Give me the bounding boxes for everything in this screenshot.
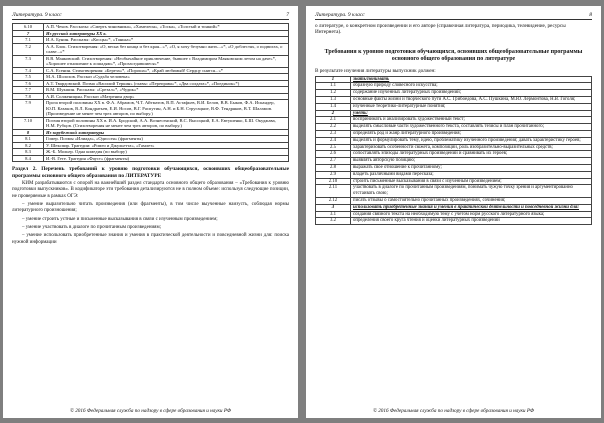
content-row-text: Из зарубежной литературы xyxy=(44,129,289,136)
content-row xyxy=(13,55,289,67)
content-row-text: М.А. Шолохов. Рассказ «Судьба человека» xyxy=(44,74,289,81)
requirement-row xyxy=(316,204,592,211)
content-row-text: У. Шекспир. Трагедии: «Ромео и Джульетта», «Гамлет» xyxy=(44,142,289,149)
content-row-code: 7.9 xyxy=(13,100,44,118)
content-row-code: 7.1 xyxy=(13,37,44,44)
requirement-row-text: использовать приобретенные знания и умения в практической деятельности и повседневной жизни для: xyxy=(351,204,592,211)
left-page xyxy=(3,6,298,418)
requirement-row-text: писать отзывы о самостоятельно прочитанных произведениях, сочинения; xyxy=(351,197,592,204)
content-row-text: В.В. Маяковский. Стихотворения: «Необычайное приключение, бывшее с Владимиром Маяковским летом на даче»*, «Хорошее отношение к лошадям»*, «Прозаседавшиеся»* xyxy=(44,55,289,67)
requirement-row xyxy=(316,103,592,110)
content-row-code: 8.3 xyxy=(13,149,44,156)
requirement-row xyxy=(316,96,592,103)
requirement-row xyxy=(316,178,592,185)
content-row-code: 7.6 xyxy=(13,80,44,87)
requirement-row-text: выявлять авторскую позицию; xyxy=(351,158,592,165)
requirement-row xyxy=(316,171,592,178)
right-page-header xyxy=(315,12,592,20)
requirement-row-text: выделять и формулировать тему, идею, проблематику изученного произведения; давать характеристику героев; xyxy=(351,137,592,144)
requirement-row-text: сопоставлять эпизоды литературных произведений и сравнивать их героев; xyxy=(351,151,592,158)
requirement-row xyxy=(316,130,592,137)
left-page-header xyxy=(12,12,289,20)
requirement-row-code: 2.4 xyxy=(316,137,351,144)
literature-content-table xyxy=(12,23,289,162)
requirement-row-code: 2.8 xyxy=(316,164,351,171)
requirement-row xyxy=(316,185,592,198)
requirement-row-code: 2.9 xyxy=(316,171,351,178)
requirements-intro: В результате изучения литературы выпускник должен: xyxy=(315,67,436,74)
requirement-row-text: строить письменные высказывания в связи с изученным произведением; xyxy=(351,178,592,185)
content-row-code: 7.3 xyxy=(13,55,44,67)
requirements-title: Требования к уровню подготовки обучающихся, освоивших общеобразовательные программы основного общего образования по литературе xyxy=(324,48,583,62)
body-paragraph: – умение использовать приобретенные знания и умения в практической деятельности и повседневной жизни для: поиска нужной информации xyxy=(12,233,289,245)
requirement-row-text: владеть различными видами пересказа; xyxy=(351,171,592,178)
right-page xyxy=(306,6,601,418)
content-row-text: Проза второй половины XX в. Ф.А. Абрамов, Ч.Т. Айтматов, В.П. Астафьев, В.И. Белов, В.В. Быков, Ф.А. Искандер, Ю.П. Казаков, В.Л. Кондратьев, Е.И. Носов, В.Г. Распутин, А.Н. и Б.Н. Стругацкие, В.Ф. Тендряков, В.Т. Шаламов. (Произведение не менее чем трех авторов, по выбору.) xyxy=(44,100,289,118)
content-row-text: И.А. Бунин. Рассказы: «Косцы»*, «Танька»* xyxy=(44,37,289,44)
right-header-title: Литература. 9 класс xyxy=(315,12,365,18)
requirement-row xyxy=(316,137,592,144)
requirement-row-code: 1 xyxy=(316,76,351,83)
requirement-row-code: 1.2 xyxy=(316,90,351,97)
content-row-code: 6.10 xyxy=(13,24,44,31)
requirement-row-text: характеризовать особенности сюжета, композиции, роль изобразительно-выразительных средств; xyxy=(351,144,592,151)
requirement-row-text: участвовать в диалоге по прочитанным произведениям, понимать чужую точку зрения и аргументированно отстаивать свою; xyxy=(351,185,592,198)
requirement-row-code: 2.3 xyxy=(316,130,351,137)
content-row-text: А.А. Блок. Стихотворения: «О, весна без конца и без края...»*, «О, я хочу безумно жить...»*, «О доблестях, о подвигах, о славе...»* xyxy=(44,43,289,55)
continuation-text: о литературе, о конкретном произведении и его авторе (справочная литература, периодика, телевидение, ресурсы Интернета). xyxy=(315,23,566,36)
requirement-row-text: содержание изученных литературных произведений; xyxy=(351,90,592,97)
content-row-text: С.А. Есенин. Стихотворения: «Береза»*, «Пороша»*, «Край любимый! Сердцу снятся...»* xyxy=(44,67,289,74)
requirement-row xyxy=(316,83,592,90)
left-body-text xyxy=(12,181,289,246)
requirement-row xyxy=(316,211,592,218)
body-paragraph: – умение участвовать в диалоге по прочитанным произведениям; xyxy=(22,224,162,230)
requirement-row-code: 1.3 xyxy=(316,96,351,103)
requirement-row-code: 1.1 xyxy=(316,83,351,90)
requirements-table xyxy=(315,76,592,226)
content-row-code: 8.1 xyxy=(13,136,44,143)
content-row-text: Из русской литературы XX в. xyxy=(44,30,289,37)
requirement-row xyxy=(316,197,592,204)
content-row-text: Поэзия второй половины XX в. И.А. Бродский, А.А. Вознесенский, В.С. Высоцкий, Е.А. Евтушенко, Б.Ш. Окуджава, Н.М. Рубцов. (Стихотворения не менее чем трех авторов, по выбору.) xyxy=(44,117,289,129)
requirement-row-code: 2.7 xyxy=(316,158,351,165)
requirement-row-text: основные факты жизни и творческого пути А.С. Грибоедова, А.С. Пушкина, М.Ю. Лермонтова, Н.В. Гоголя; xyxy=(351,96,592,103)
requirement-row-code: 2.1 xyxy=(316,117,351,124)
requirement-row-code: 3.2 xyxy=(316,218,351,225)
content-row-code: 7.7 xyxy=(13,87,44,94)
content-row-text: А.П. Чехов. Рассказы: «Смерть чиновника», «Хамелеон», «Тоска», «Толстый и тонкий»* xyxy=(44,24,289,31)
content-row-code: 7.5 xyxy=(13,74,44,81)
requirement-row xyxy=(316,117,592,124)
content-row-text: И.-В. Гете. Трагедия «Фауст» (фрагменты) xyxy=(44,155,289,162)
requirement-row-text: определения своего круга чтения и оценки литературных произведений xyxy=(351,218,592,225)
requirement-row xyxy=(316,218,592,225)
requirement-row-text: уметь: xyxy=(351,110,592,117)
requirement-row xyxy=(316,90,592,97)
content-row-code: 8.4 xyxy=(13,155,44,162)
content-row xyxy=(13,117,289,129)
requirement-row-code: 1.4 xyxy=(316,103,351,110)
requirement-row xyxy=(316,144,592,151)
content-row-code: 8.2 xyxy=(13,142,44,149)
requirement-row-code: 2.5 xyxy=(316,144,351,151)
right-page-footer: © 2016 Федеральная служба по надзору в сфере образования и науки РФ xyxy=(372,408,535,414)
requirement-row-text: выражать свое отношение к прочитанному; xyxy=(351,164,592,171)
requirement-row-code: 3.1 xyxy=(316,211,351,218)
content-row-text: А.И. Солженицын. Рассказ «Матренин двор» xyxy=(44,93,289,100)
content-row xyxy=(13,100,289,118)
requirement-row xyxy=(316,158,592,165)
content-row-code: 7 xyxy=(13,30,44,37)
content-row-code: 7.8 xyxy=(13,93,44,100)
body-paragraph: – умение выразительно читать произведения (или фрагменты), в том числе выученные наизусть, соблюдая нормы литературного произношения; xyxy=(12,202,289,214)
content-row-code: 7.10 xyxy=(13,117,44,129)
requirement-row-text: изученные теоретико-литературные понятия; xyxy=(351,103,592,110)
content-row-code: 8 xyxy=(13,129,44,136)
requirement-row-code: 2.6 xyxy=(316,151,351,158)
content-row-code: 7.4 xyxy=(13,67,44,74)
requirement-row-code: 2.2 xyxy=(316,124,351,131)
requirement-row-text: создания связного текста на необходимую тему с учетом норм русского литературного языка; xyxy=(351,211,592,218)
requirement-row-text: выделять смысловые части художественного текста, составлять тезисы и план прочитанного; xyxy=(351,124,592,131)
requirement-row-code: 2.12 xyxy=(316,197,351,204)
content-row-code: 7.2 xyxy=(13,43,44,55)
requirement-row-text: воспринимать и анализировать художественный текст; xyxy=(351,117,592,124)
content-row xyxy=(13,155,289,162)
requirement-row-text: определять род и жанр литературного произведения; xyxy=(351,130,592,137)
left-header-title: Литература. 9 класс xyxy=(12,12,62,18)
requirement-row-code: 2 xyxy=(316,110,351,117)
requirement-row-code: 3 xyxy=(316,204,351,211)
requirement-row xyxy=(316,76,592,83)
requirement-row xyxy=(316,151,592,158)
requirement-row xyxy=(316,110,592,117)
requirement-row-code: 2.10 xyxy=(316,178,351,185)
requirement-row-text: знать/понимать xyxy=(351,76,592,83)
requirement-row xyxy=(316,164,592,171)
body-paragraph: КИМ разрабатываются с опорой на важнейший раздел стандарта основного общего образования – «Требования к уровню подготовки выпускников». В кодификаторе эти требования детализируются не в полном объеме: используя следующие позиции, не проверяемые в рамках ОГЭ: xyxy=(12,181,289,199)
right-page-number: 8 xyxy=(589,12,592,18)
requirement-row-text: образную природу словесного искусства; xyxy=(351,83,592,90)
requirement-row xyxy=(316,124,592,131)
content-row-text: А.Т. Твардовский. Поэма «Василий Теркин» (главы: «Переправа»*, «Два солдата»*, «Поединок»*) xyxy=(44,80,289,87)
left-page-number: 7 xyxy=(286,12,289,18)
content-row xyxy=(13,43,289,55)
requirement-row-code: 2.11 xyxy=(316,185,351,198)
section-2-title: Раздел 2. Перечень требований к уровню подготовки обучающихся, освоивших общеобразовательные программы основного общего образования по ЛИТЕРАТУРЕ xyxy=(12,166,289,179)
left-page-footer: © 2016 Федеральная служба по надзору в сфере образования и науки РФ xyxy=(69,408,232,414)
content-row-text: Гомер. Поэмы «Илиада», «Одиссея» (фрагменты) xyxy=(44,136,289,143)
content-row-text: В.М. Шукшин. Рассказы: «Срезал»*, «Чудик»* xyxy=(44,87,289,94)
body-paragraph: – умение строить устные и письменные высказывания в связи с изученным произведением; xyxy=(22,216,218,222)
content-row-text: Ж.-Б. Мольер. Одна комедия (по выбору) xyxy=(44,149,289,156)
